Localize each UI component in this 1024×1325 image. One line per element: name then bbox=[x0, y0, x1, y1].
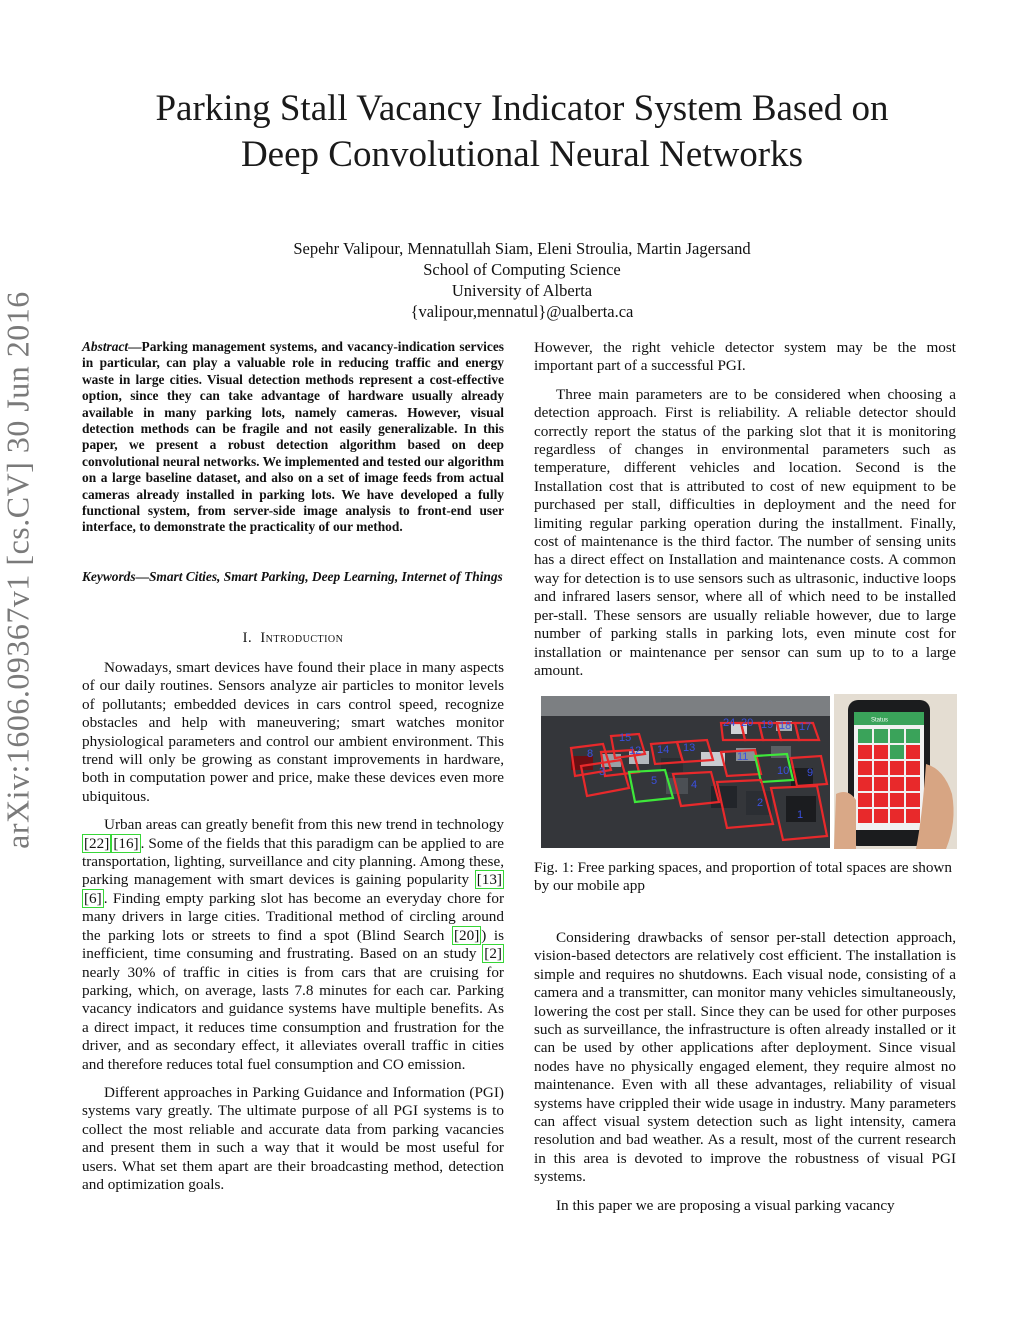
left-column-body bbox=[82, 659, 504, 1204]
parking-stall-label: 4 bbox=[691, 779, 698, 791]
app-stall-tile bbox=[858, 745, 872, 759]
app-stall-tile bbox=[874, 745, 888, 759]
app-stall-tile bbox=[906, 745, 920, 759]
parking-stall-label: 12 bbox=[629, 745, 642, 757]
abstract-lead: Abstract bbox=[82, 339, 129, 354]
app-stall-tile bbox=[858, 729, 872, 743]
parking-stall-label: 1 bbox=[797, 809, 804, 821]
parking-stall-label: 5 bbox=[651, 775, 658, 787]
right-paragraph-0: However, the right vehicle detector system may be the most important part of a successful PGI. bbox=[534, 339, 956, 375]
parking-lot-illustration bbox=[541, 696, 830, 848]
app-stall-tile bbox=[890, 761, 904, 775]
app-stall-tile bbox=[906, 777, 920, 791]
parking-stall-label: 15 bbox=[619, 732, 632, 744]
app-stall-tile bbox=[874, 809, 888, 823]
parking-stall-label: 14 bbox=[657, 744, 670, 756]
keywords bbox=[82, 569, 504, 585]
app-header-title: Status bbox=[871, 717, 889, 724]
app-stall-tile bbox=[858, 761, 872, 775]
title-line-1: Parking Stall Vacancy Indicator System Based on bbox=[155, 88, 889, 129]
app-stall-tile bbox=[890, 729, 904, 743]
intro-paragraph-3: Different approaches in Parking Guidance and Information (PGI) systems vary greatly. The ultimate purpose of all PGI systems is to collect the most reliable and accurate data from parking vacancies and present them in such a way that it would be most useful for users. What set them apart are their broadcasting method, detection and optimization goals. bbox=[82, 1083, 504, 1193]
app-stall-tile bbox=[906, 729, 920, 743]
citation-16[interactable]: [16] bbox=[113, 834, 139, 852]
app-stall-tile bbox=[858, 793, 872, 807]
figure-mobile-app-image bbox=[834, 694, 957, 849]
app-stall-tile bbox=[890, 777, 904, 791]
p2-text-b: . Some of the fields that this paradigm can be applied to are transportation, lighting, surveillance and city planning. Among these, parking management with smart devices is gaining popularity bbox=[82, 834, 504, 889]
thumb bbox=[834, 792, 856, 849]
keywords-text: —Smart Cities, Smart Parking, Deep Learning, Internet of Things bbox=[135, 569, 503, 584]
section-heading bbox=[82, 630, 504, 647]
intro-paragraph-1: Nowadays, smart devices have found their place in many aspects of our daily routines. Sensors analyze air particles to monitor levels of pollutants; embedded devices in cars control speed, recognize obstacles and help with maneuvering; smart watches monitor physiological parameters and control our ambient environment. This trend will only be growing as constant improvements in hardware, both in computation power and price, make these devices even more ubiquitous. bbox=[82, 659, 504, 805]
app-stall-tile bbox=[906, 793, 920, 807]
parking-stall-label: 10 bbox=[777, 765, 790, 777]
affiliation-university: University of Alberta bbox=[451, 281, 593, 300]
right-paragraph-3: In this paper we are proposing a visual parking vacancy bbox=[556, 1196, 895, 1214]
citation-20[interactable]: [20] bbox=[453, 926, 480, 944]
parking-stall-label: 20 bbox=[741, 717, 754, 729]
citation-6[interactable]: [6] bbox=[84, 889, 102, 907]
title-line-2: Deep Convolutional Neural Networks bbox=[240, 134, 804, 175]
app-stall-tile bbox=[890, 793, 904, 807]
abstract bbox=[82, 339, 504, 536]
abstract-text: —Parking management systems, and vacancy-indication services in particular, can play a valuable role in reducing traffic and energy waste in large cities. Visual detection methods represent a cost-effective option, since they can take advantage of hardware usually already available in many parking lots, namely cameras. However, visual detection methods can be fragile and not easily generalizable. In this paper, we present a robust detection algorithm based on deep convolutional neural networks. We implemented and tested our algorithm on a large baseline dataset, and also on a set of image feeds from actual cameras already installed in parking lots. We have developed a fully functional system, from server-side image analysis to front-end user interface, to demonstrate the practicality of our method. bbox=[82, 339, 504, 535]
parking-stall-label: 18 bbox=[779, 720, 792, 732]
app-stall-tile bbox=[858, 809, 872, 823]
app-stall-tile bbox=[906, 809, 920, 823]
arxiv-stamp-text: arXiv:1606.09367v1 [cs.CV] 30 Jun 2016 bbox=[0, 291, 36, 849]
p2-text-e: nearly 30% of traffic in cities is from cars that are cruising for parking, which, on average, lasts 7.8 minutes for each car. Parking vacancy indicators and guidance systems have multiple benefits. As a direct impact, it reduces time consumption and frustration for the driver, and as secondary effect, it alleviates overall traffic in cities and therefore reduces total fuel consumption and CO emission. bbox=[82, 963, 504, 1073]
citation-2[interactable]: [2] bbox=[484, 945, 502, 963]
p2-text-d: ) is inefficient, time consuming and frustrating. Based on an study bbox=[82, 926, 505, 963]
right-paragraph-1: Three main parameters are to be considered when choosing a detection approach. First is reliability. A reliable detector should correctly report the status of the parking slot that it is monitoring regardless of changes in environmental parameters such as temperature, different vehicles and location. Second is the Installation cost that is attributed to cost of new equipment to be purchased per stall, difficulties in deployment and the need for limiting regular parking operation during the installment. Finally, cost of maintenance is the third factor. The number of sensing units has a direct effect on Installation and maintenance costs. A common way for detection is to use sensors such as ultrasonic, inductive loops and infrared lasers sensor, where all of which need to be installed per-stall. These sensors are usually reliable however, due to large number of parking stalls in parking lots, even minute cost for installation or maintenance per sensor can sum up to to a large amount. bbox=[534, 385, 956, 679]
parking-stall-label: 2 bbox=[757, 797, 764, 809]
citation-13[interactable]: [13] bbox=[476, 871, 502, 889]
author-email: {valipour,mennatul}@ualberta.ca bbox=[410, 302, 634, 321]
parking-stall-label: 8 bbox=[587, 748, 594, 760]
parking-stall-label: 11 bbox=[737, 751, 749, 763]
mobile-app-illustration bbox=[834, 694, 957, 849]
right-column-lower bbox=[534, 929, 956, 1225]
parking-stall-label: 3 bbox=[599, 766, 606, 778]
app-stall-tile bbox=[874, 729, 888, 743]
author-names: Sepehr Valipour, Mennatullah Siam, Eleni Stroulia, Martin Jagersand bbox=[293, 239, 751, 258]
app-stall-tile bbox=[906, 761, 920, 775]
paper-title bbox=[60, 86, 984, 178]
app-header-bar bbox=[854, 712, 924, 725]
parking-stall-label: 9 bbox=[807, 767, 814, 779]
app-stall-tile bbox=[874, 793, 888, 807]
parking-stall-label: 19 bbox=[761, 719, 774, 731]
app-stall-tile bbox=[874, 777, 888, 791]
section-title: Introduction bbox=[260, 630, 344, 646]
parking-stall-label: 24 bbox=[723, 717, 736, 729]
app-stall-tile bbox=[890, 809, 904, 823]
right-column-upper bbox=[534, 339, 956, 690]
p2-text-a: Urban areas can greatly benefit from this new trend in technology bbox=[104, 816, 504, 834]
section-number: I. bbox=[242, 630, 253, 646]
intro-paragraph-2 bbox=[82, 816, 504, 1074]
affiliation-school: School of Computing Science bbox=[423, 260, 621, 279]
keywords-lead: Keywords bbox=[82, 569, 136, 584]
app-stall-tile bbox=[858, 777, 872, 791]
parking-stall-label: 17 bbox=[799, 721, 812, 733]
right-paragraph-2: Considering drawbacks of sensor per-stall detection approach, vision-based detectors are relatively cost efficient. The installation is simple and requires no shutdowns. Each visual node, consisting of a camera and a transmitter, can monitor many vehicles simultaneously, lowering the cost per stall. Since they can be used for other purposes such as surveillance, the infrastructure is often already installed or it can be used by other applications after deployment. Since visual nodes have no physically engaged element, they require almost no maintenance. Even with all these advantages, reliability of visual systems have crippled their wide usage in industry. Many parameters can affect visual system detection such as light intensity, camera resolution and bad weather. As a result, most of the current research in this area is devoted to improve the robustness of visual PGI systems. bbox=[534, 929, 956, 1186]
app-stall-tile bbox=[874, 761, 888, 775]
figure-parking-lot-image bbox=[541, 696, 830, 848]
p2-text-c: . Finding empty parking slot has become an everyday chore for many drivers in large cities. Traditional method of circling around the parking lots or streets to find a spot (Blind Search bbox=[82, 889, 504, 944]
parking-stall-label: 13 bbox=[683, 742, 696, 754]
app-stall-tile bbox=[890, 745, 904, 759]
figure-caption: Fig. 1: Free parking spaces, and proportion of total spaces are shown by our mobile app bbox=[534, 859, 952, 895]
author-block bbox=[60, 238, 984, 322]
citation-22[interactable]: [22] bbox=[84, 834, 110, 852]
